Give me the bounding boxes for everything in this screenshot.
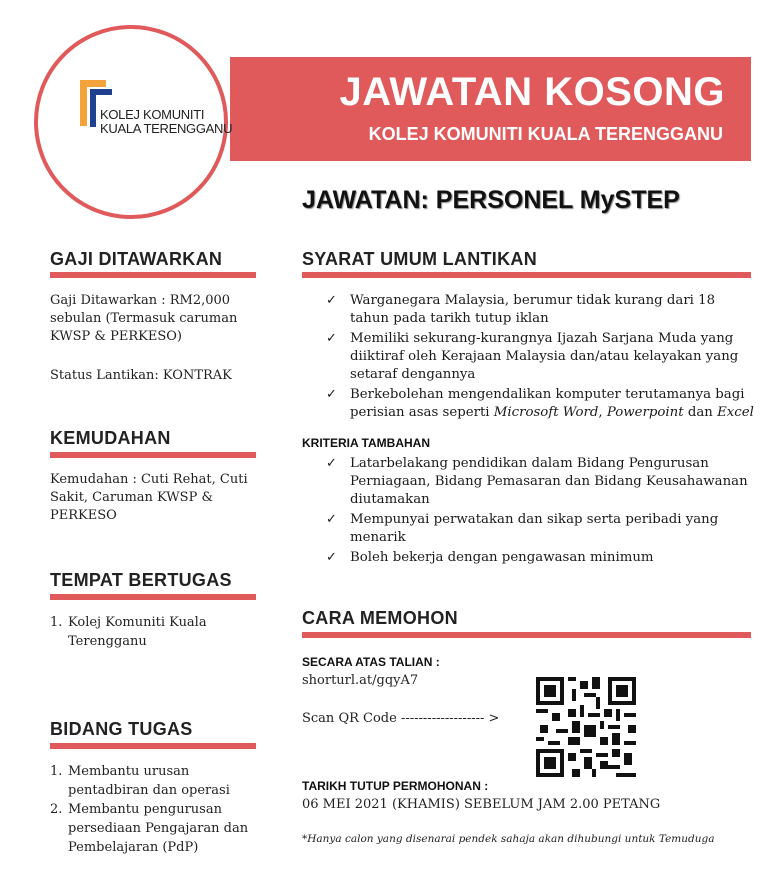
- list-text: Boleh bekerja dengan pengawasan minimum: [350, 550, 654, 565]
- list-text: Membantu pengurusan persediaan Pengajaran dan Pembelajaran (PdP): [68, 802, 249, 855]
- footnote: *Hanya calon yang disenarai pendek sahaja akan dihubungi untuk Temuduga: [302, 833, 715, 845]
- list-item: [302, 292, 754, 328]
- application-link[interactable]: shorturl.at/gqyA7: [302, 673, 419, 688]
- software-excel: Excel: [717, 405, 754, 420]
- kemudahan-text: Kemudahan : Cuti Rehat, Cuti Sakit, Caruman KWSP & PERKESO: [50, 472, 248, 523]
- list-text: Kolej Komuniti Kuala Terengganu: [68, 615, 207, 649]
- list-text: Mempunyai perwatakan dan sikap serta peribadi yang menarik: [350, 512, 719, 545]
- list-text: Warganegara Malaysia, berumur tidak kurang dari 18 tahun pada tarikh tutup iklan: [350, 293, 716, 326]
- syarat-divider: [302, 272, 751, 278]
- list-text: Membantu urusan pentadbiran dan operasi: [68, 764, 230, 798]
- list-item: [50, 762, 238, 800]
- list-number: 1.: [50, 764, 63, 779]
- check-icon: ✓: [326, 387, 337, 402]
- qr-code-icon[interactable]: [536, 677, 636, 777]
- cara-heading: CARA MEMOHON: [302, 608, 458, 628]
- list-text: Berkebolehan mengendalikan komputer terutamanya bagi perisian asas seperti: [350, 387, 745, 420]
- kemudahan-divider: [50, 452, 256, 458]
- banner-title: JAWATAN KOSONG: [339, 70, 725, 114]
- check-icon: ✓: [326, 331, 337, 346]
- kriteria-heading: KRITERIA TAMBAHAN: [302, 436, 430, 450]
- software-powerpoint: Powerpoint: [606, 405, 684, 420]
- closing-date: 06 MEI 2021 (KHAMIS) SEBELUM JAM 2.00 PETANG: [302, 797, 661, 812]
- syarat-list: [302, 292, 754, 423]
- logo-line-1: KOLEJ KOMUNITI: [100, 107, 205, 122]
- software-word: Microsoft Word: [493, 405, 599, 420]
- check-icon: ✓: [326, 293, 337, 308]
- list-item: [302, 455, 754, 509]
- check-icon: ✓: [326, 456, 337, 471]
- list-item: [302, 330, 754, 384]
- syarat-heading: SYARAT UMUM LANTIKAN: [302, 249, 537, 269]
- logo-line-2: KUALA TERENGGANU: [100, 121, 233, 136]
- list-item: [302, 549, 754, 567]
- tempat-list: [50, 613, 230, 651]
- gaji-heading: GAJI DITAWARKAN: [50, 249, 223, 269]
- gaji-text: Gaji Ditawarkan : RM2,000 sebulan (Termasuk caruman KWSP & PERKESO): [50, 293, 238, 344]
- list-text: Latarbelakang pendidikan dalam Bidang Pengurusan Perniagaan, Bidang Pemasaran dan Bidang Keusahawanan diutamakan: [350, 456, 748, 507]
- check-icon: ✓: [326, 512, 337, 527]
- position-title: JAWATAN: PERSONEL MySTEP: [302, 186, 680, 214]
- list-text: Memiliki sekurang-kurangnya Ijazah Sarjana Muda yang diiktiraf oleh Kerajaan Malaysia dan/atau kelayakan yang setaraf dengannya: [350, 331, 739, 382]
- scan-instruction: Scan QR Code ------------------- >: [302, 711, 500, 726]
- closing-label: TARIKH TUTUP PERMOHONAN :: [302, 779, 489, 793]
- list-item: [50, 800, 273, 857]
- software-and: dan: [683, 405, 718, 420]
- banner-subtitle: KOLEJ KOMUNITI KUALA TERENGGANU: [368, 124, 723, 144]
- bidang-list: [50, 762, 270, 857]
- bidang-heading: BIDANG TUGAS: [50, 719, 193, 739]
- list-item: [50, 613, 230, 651]
- cara-divider: [302, 632, 751, 638]
- list-number: 1.: [50, 615, 63, 630]
- bidang-divider: [50, 743, 256, 749]
- kemudahan-heading: KEMUDAHAN: [50, 428, 171, 448]
- online-label: SECARA ATAS TALIAN :: [302, 655, 440, 669]
- list-item: [302, 511, 754, 547]
- status-text: Status Lantikan: KONTRAK: [50, 368, 232, 383]
- software-sep: ,: [598, 405, 607, 420]
- list-item: [302, 386, 754, 422]
- gaji-divider: [50, 272, 256, 278]
- kriteria-list: [302, 455, 754, 568]
- check-icon: ✓: [326, 550, 337, 565]
- list-number: 2.: [50, 802, 63, 817]
- tempat-divider: [50, 594, 256, 600]
- tempat-heading: TEMPAT BERTUGAS: [50, 570, 232, 590]
- logo-text: [100, 108, 232, 136]
